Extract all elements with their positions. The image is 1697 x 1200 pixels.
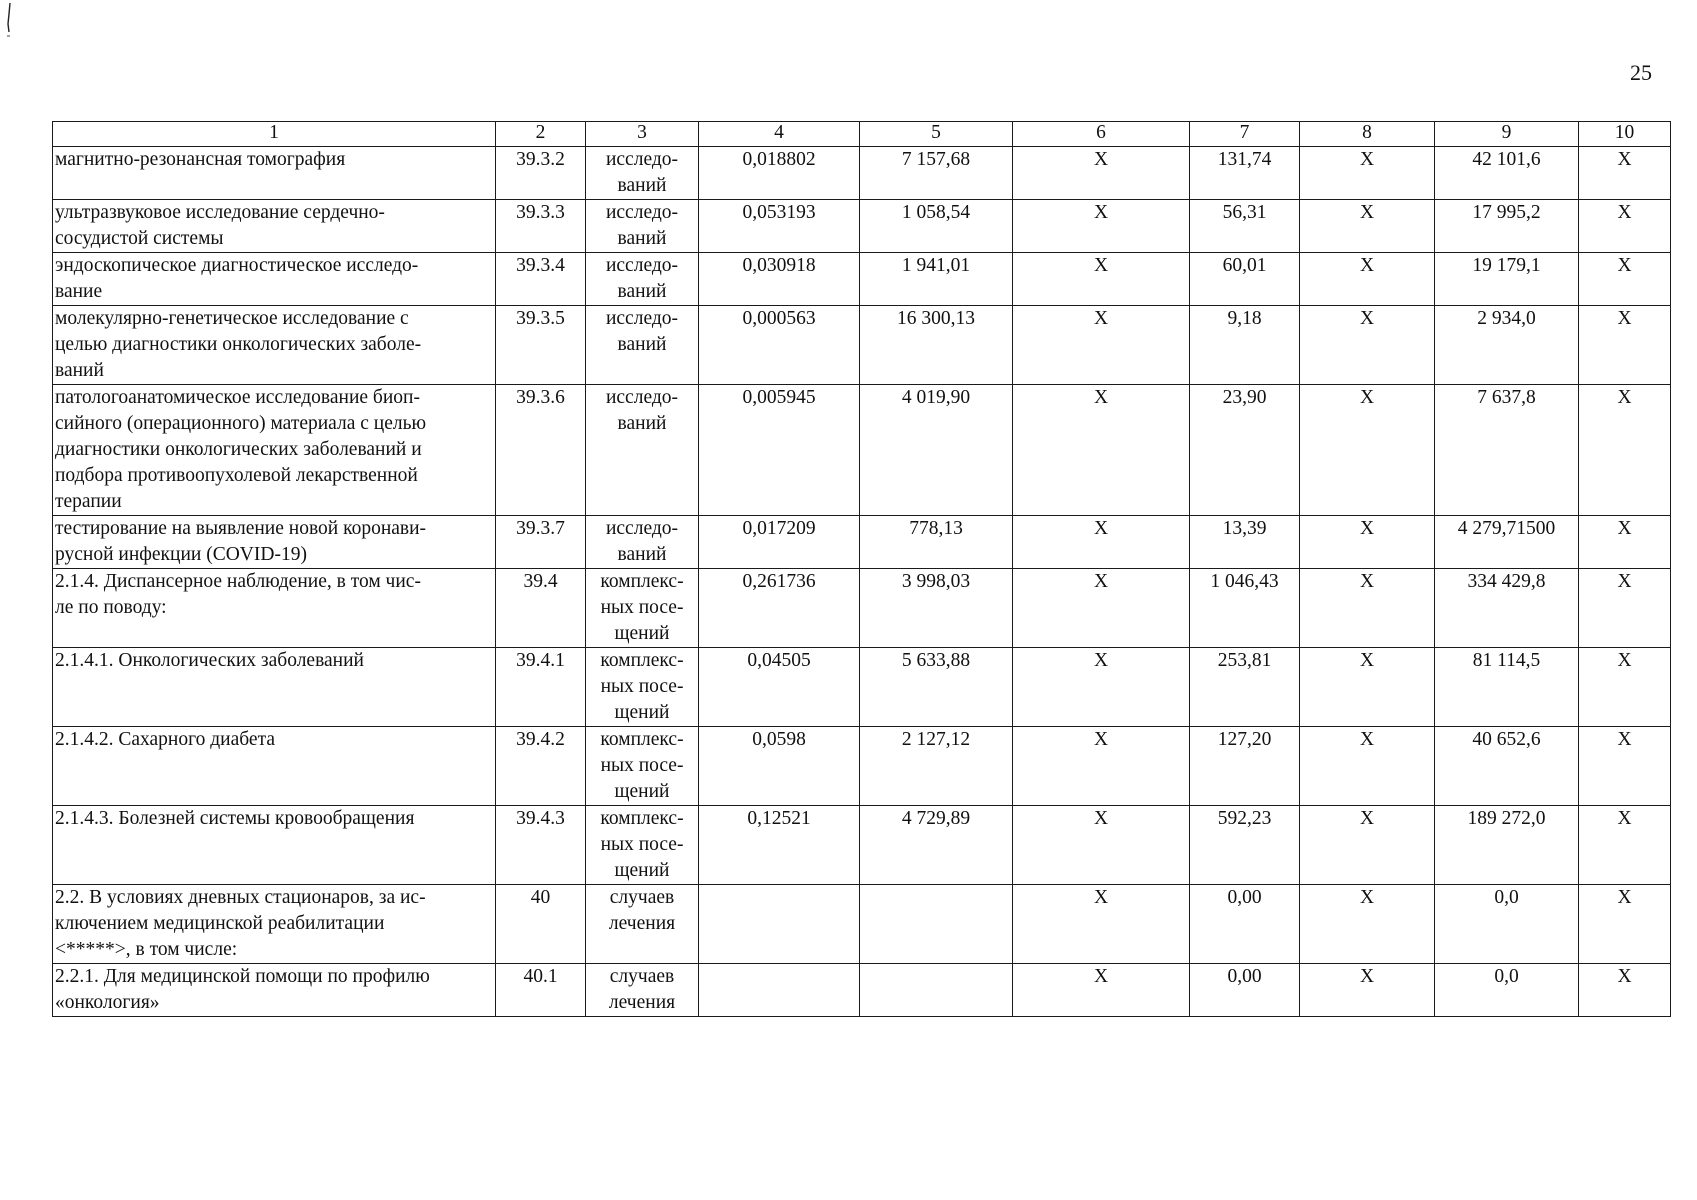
row-name-cell: 2.1.4.3. Болезней системы кровообращения (53, 806, 496, 885)
row-col6-cell: Х (1013, 200, 1190, 253)
row-col6-cell: Х (1013, 964, 1190, 1017)
row-col9-cell: 7 637,8 (1435, 385, 1579, 516)
row-col7-cell: 60,01 (1190, 253, 1300, 306)
column-header-3: 3 (586, 122, 699, 147)
row-col4-cell (699, 964, 860, 1017)
row-col4-cell: 0,053193 (699, 200, 860, 253)
row-unit-cell: исследо- ваний (586, 200, 699, 253)
row-col4-cell: 0,017209 (699, 516, 860, 569)
row-col7-cell: 9,18 (1190, 306, 1300, 385)
column-header-1: 1 (53, 122, 496, 147)
table-row (53, 147, 1671, 200)
row-col10-cell: Х (1579, 727, 1671, 806)
row-col5-cell: 5 633,88 (860, 648, 1013, 727)
row-unit-cell: комплекс- ных посе- щений (586, 806, 699, 885)
row-col9-cell: 17 995,2 (1435, 200, 1579, 253)
row-name-cell: 2.1.4.1. Онкологических заболеваний (53, 648, 496, 727)
scan-mark (4, 2, 14, 42)
row-name-cell: 2.1.4. Диспансерное наблюдение, в том чис- ле по поводу: (53, 569, 496, 648)
row-col6-cell: Х (1013, 569, 1190, 648)
row-col10-cell: Х (1579, 806, 1671, 885)
row-name-cell: эндоскопическое диагностическое исследо- вание (53, 253, 496, 306)
table-row (53, 385, 1671, 516)
row-unit-cell: комплекс- ных посе- щений (586, 648, 699, 727)
row-col10-cell: Х (1579, 147, 1671, 200)
row-col5-cell: 778,13 (860, 516, 1013, 569)
data-table (52, 121, 1671, 1017)
row-col7-cell: 0,00 (1190, 964, 1300, 1017)
row-name-cell: ультразвуковое исследование сердечно- сосудистой системы (53, 200, 496, 253)
column-header-10: 10 (1579, 122, 1671, 147)
row-unit-cell: исследо- ваний (586, 147, 699, 200)
column-header-2: 2 (496, 122, 586, 147)
row-code-cell: 39.3.4 (496, 253, 586, 306)
row-col9-cell: 0,0 (1435, 964, 1579, 1017)
row-code-cell: 39.3.2 (496, 147, 586, 200)
row-name-cell: 2.1.4.2. Сахарного диабета (53, 727, 496, 806)
row-code-cell: 39.3.7 (496, 516, 586, 569)
row-name-cell: 2.2.1. Для медицинской помощи по профилю «онкология» (53, 964, 496, 1017)
column-header-7: 7 (1190, 122, 1300, 147)
row-name-cell: молекулярно-генетическое исследование с целью диагностики онкологических заболе- ваний (53, 306, 496, 385)
table-row (53, 516, 1671, 569)
row-col7-cell: 23,90 (1190, 385, 1300, 516)
header-row (53, 122, 1671, 147)
row-col10-cell: Х (1579, 200, 1671, 253)
row-col7-cell: 127,20 (1190, 727, 1300, 806)
row-col6-cell: Х (1013, 253, 1190, 306)
row-col5-cell: 3 998,03 (860, 569, 1013, 648)
row-col5-cell (860, 964, 1013, 1017)
row-col8-cell: Х (1300, 569, 1435, 648)
row-code-cell: 39.4.1 (496, 648, 586, 727)
row-col8-cell: Х (1300, 806, 1435, 885)
row-col6-cell: Х (1013, 648, 1190, 727)
row-col10-cell: Х (1579, 385, 1671, 516)
row-col4-cell (699, 885, 860, 964)
row-col7-cell: 592,23 (1190, 806, 1300, 885)
row-code-cell: 40.1 (496, 964, 586, 1017)
row-col9-cell: 19 179,1 (1435, 253, 1579, 306)
row-code-cell: 39.3.3 (496, 200, 586, 253)
row-col4-cell: 0,261736 (699, 569, 860, 648)
table-body (53, 147, 1671, 1017)
row-col6-cell: Х (1013, 806, 1190, 885)
table-row (53, 885, 1671, 964)
row-col8-cell: Х (1300, 306, 1435, 385)
row-col4-cell: 0,04505 (699, 648, 860, 727)
row-col4-cell: 0,000563 (699, 306, 860, 385)
column-header-9: 9 (1435, 122, 1579, 147)
row-col5-cell: 4 729,89 (860, 806, 1013, 885)
row-code-cell: 39.4.3 (496, 806, 586, 885)
row-col9-cell: 40 652,6 (1435, 727, 1579, 806)
row-col6-cell: Х (1013, 885, 1190, 964)
row-col6-cell: Х (1013, 727, 1190, 806)
row-col8-cell: Х (1300, 727, 1435, 806)
row-col10-cell: Х (1579, 885, 1671, 964)
row-unit-cell: исследо- ваний (586, 385, 699, 516)
row-col10-cell: Х (1579, 964, 1671, 1017)
row-col4-cell: 0,018802 (699, 147, 860, 200)
row-col9-cell: 81 114,5 (1435, 648, 1579, 727)
row-unit-cell: комплекс- ных посе- щений (586, 727, 699, 806)
row-unit-cell: комплекс- ных посе- щений (586, 569, 699, 648)
row-col8-cell: Х (1300, 200, 1435, 253)
row-unit-cell: исследо- ваний (586, 306, 699, 385)
row-code-cell: 40 (496, 885, 586, 964)
row-col6-cell: Х (1013, 385, 1190, 516)
row-col4-cell: 0,005945 (699, 385, 860, 516)
row-col5-cell: 1 058,54 (860, 200, 1013, 253)
row-col9-cell: 189 272,0 (1435, 806, 1579, 885)
row-col6-cell: Х (1013, 516, 1190, 569)
row-col9-cell: 334 429,8 (1435, 569, 1579, 648)
row-unit-cell: исследо- ваний (586, 253, 699, 306)
table-row (53, 569, 1671, 648)
row-name-cell: патологоанатомическое исследование биоп- сийного (операционного) материала с целью диагностики онкологических заболеваний и подбора противоопухолевой лекарственной терапии (53, 385, 496, 516)
row-name-cell: тестирование на выявление новой коронави- русной инфекции (COVID-19) (53, 516, 496, 569)
row-col4-cell: 0,030918 (699, 253, 860, 306)
row-col8-cell: Х (1300, 147, 1435, 200)
row-col5-cell: 7 157,68 (860, 147, 1013, 200)
row-col8-cell: Х (1300, 516, 1435, 569)
row-col7-cell: 253,81 (1190, 648, 1300, 727)
row-code-cell: 39.4.2 (496, 727, 586, 806)
row-col4-cell: 0,0598 (699, 727, 860, 806)
row-col10-cell: Х (1579, 306, 1671, 385)
column-header-6: 6 (1013, 122, 1190, 147)
row-col5-cell: 1 941,01 (860, 253, 1013, 306)
page-number: 25 (1630, 60, 1652, 85)
row-col6-cell: Х (1013, 147, 1190, 200)
row-col7-cell: 1 046,43 (1190, 569, 1300, 648)
table-row (53, 253, 1671, 306)
row-col7-cell: 13,39 (1190, 516, 1300, 569)
row-col9-cell: 42 101,6 (1435, 147, 1579, 200)
row-col5-cell: 16 300,13 (860, 306, 1013, 385)
row-col6-cell: Х (1013, 306, 1190, 385)
row-col9-cell: 4 279,71500 (1435, 516, 1579, 569)
table-row (53, 964, 1671, 1017)
row-col5-cell: 4 019,90 (860, 385, 1013, 516)
table-row (53, 306, 1671, 385)
row-col9-cell: 2 934,0 (1435, 306, 1579, 385)
row-col7-cell: 0,00 (1190, 885, 1300, 964)
table-row (53, 648, 1671, 727)
row-col10-cell: Х (1579, 516, 1671, 569)
row-code-cell: 39.3.5 (496, 306, 586, 385)
row-col10-cell: Х (1579, 569, 1671, 648)
row-code-cell: 39.4 (496, 569, 586, 648)
row-unit-cell: случаев лечения (586, 964, 699, 1017)
column-header-8: 8 (1300, 122, 1435, 147)
table-row (53, 200, 1671, 253)
row-col9-cell: 0,0 (1435, 885, 1579, 964)
table-row (53, 806, 1671, 885)
row-unit-cell: случаев лечения (586, 885, 699, 964)
row-col8-cell: Х (1300, 964, 1435, 1017)
row-col8-cell: Х (1300, 253, 1435, 306)
column-header-4: 4 (699, 122, 860, 147)
row-name-cell: магнитно-резонансная томография (53, 147, 496, 200)
row-col4-cell: 0,12521 (699, 806, 860, 885)
table-row (53, 727, 1671, 806)
row-col8-cell: Х (1300, 885, 1435, 964)
row-col10-cell: Х (1579, 253, 1671, 306)
row-col7-cell: 56,31 (1190, 200, 1300, 253)
row-col10-cell: Х (1579, 648, 1671, 727)
row-unit-cell: исследо- ваний (586, 516, 699, 569)
row-col5-cell: 2 127,12 (860, 727, 1013, 806)
row-name-cell: 2.2. В условиях дневных стационаров, за ис- ключением медицинской реабилитации <*****>, в том числе: (53, 885, 496, 964)
row-col7-cell: 131,74 (1190, 147, 1300, 200)
row-col8-cell: Х (1300, 385, 1435, 516)
column-header-5: 5 (860, 122, 1013, 147)
row-col8-cell: Х (1300, 648, 1435, 727)
row-code-cell: 39.3.6 (496, 385, 586, 516)
row-col5-cell (860, 885, 1013, 964)
